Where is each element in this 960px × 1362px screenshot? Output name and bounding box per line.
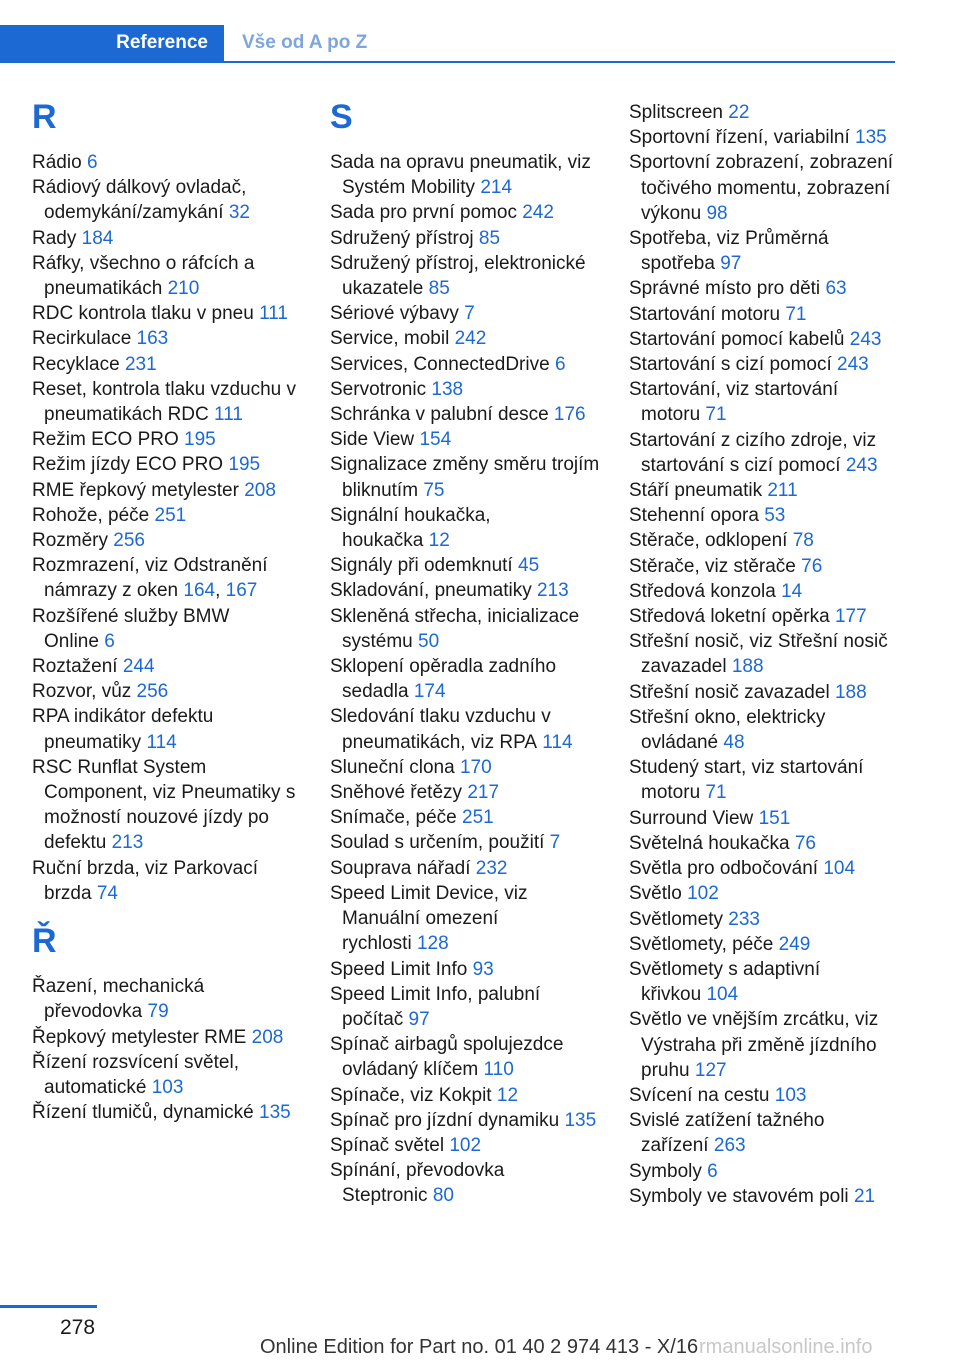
entry-term: RME řepkový metylester bbox=[32, 479, 239, 501]
entry-term: Startování motoru bbox=[629, 303, 781, 325]
index-entry bbox=[32, 150, 302, 175]
page-link[interactable]: 195 bbox=[228, 454, 261, 476]
index-entry bbox=[32, 856, 302, 906]
page-link[interactable]: 50 bbox=[418, 630, 440, 652]
page-link[interactable]: 213 bbox=[537, 580, 569, 602]
index-entry bbox=[629, 1007, 899, 1083]
page-link[interactable]: 249 bbox=[778, 933, 811, 955]
edition-note: Online Edition for Part no. 01 40 2 974 413 - X/16 bbox=[260, 1336, 699, 1358]
tab-all-a-to-z[interactable]: Vše od A po Z bbox=[242, 32, 368, 53]
index-entry bbox=[330, 881, 600, 957]
page-link[interactable]: 79 bbox=[147, 1001, 169, 1023]
page-link[interactable]: 74 bbox=[96, 882, 118, 904]
index-entry bbox=[629, 100, 899, 125]
page-link[interactable]: 97 bbox=[408, 1008, 430, 1030]
entry-term: Sdružený přístroj, elektronické ukazatele bbox=[330, 252, 586, 300]
entry-term: Signalizace změny směru trojím bliknutím bbox=[330, 454, 600, 501]
entry-term: Sada na opravu pneumatik, viz Systém Mobility bbox=[330, 152, 591, 199]
entry-term: Světlomety s adaptivní křivkou bbox=[629, 958, 821, 1006]
page-link[interactable]: 256 bbox=[113, 530, 145, 552]
entry-term: Services, ConnectedDrive bbox=[330, 353, 550, 375]
index-column-3 bbox=[629, 100, 899, 1209]
index-entry bbox=[32, 301, 302, 326]
page-link[interactable]: 114 bbox=[146, 731, 177, 753]
index-entry bbox=[32, 1050, 302, 1100]
header-rule bbox=[0, 61, 895, 63]
page-link[interactable]: 6 bbox=[554, 353, 566, 375]
page-link[interactable]: 71 bbox=[785, 303, 807, 325]
index-entry bbox=[32, 1025, 302, 1050]
entry-term: Startování, viz startování motoru bbox=[629, 379, 839, 426]
index-entry bbox=[32, 679, 302, 704]
page-link[interactable]: 45 bbox=[518, 555, 540, 577]
entry-term: Sériové výbavy bbox=[330, 303, 459, 325]
entry-term: Stěrače, odklopení bbox=[629, 530, 788, 552]
page-link[interactable]: 76 bbox=[801, 555, 823, 577]
entry-term: Startování z cizího zdroje, viz startování s cizí pomocí bbox=[629, 429, 877, 476]
page-link[interactable]: 164 bbox=[183, 580, 216, 602]
entry-term: Rozšířené služby BMW Online bbox=[32, 605, 230, 652]
index-entry bbox=[330, 1133, 600, 1158]
page-link[interactable]: 170 bbox=[459, 756, 492, 778]
page-link[interactable]: 22 bbox=[728, 102, 750, 123]
page-link[interactable]: 110 bbox=[483, 1059, 514, 1081]
entry-term: Spínače, viz Kokpit bbox=[330, 1084, 492, 1106]
page-link[interactable]: 6 bbox=[86, 152, 98, 173]
page-link[interactable]: 167 bbox=[225, 580, 258, 602]
index-entry bbox=[330, 503, 600, 553]
entry-term: Reset, kontrola tlaku vzduchu v pneumatikách RDC bbox=[32, 378, 297, 426]
page-link[interactable]: 163 bbox=[136, 328, 169, 350]
index-entry bbox=[629, 1108, 899, 1158]
entry-term: Stehenní opora bbox=[629, 505, 759, 527]
page-link[interactable]: 127 bbox=[694, 1059, 727, 1081]
entry-term: Sportovní řízení, variabilní bbox=[629, 127, 850, 149]
page-link[interactable]: 242 bbox=[522, 202, 554, 224]
index-entry bbox=[330, 352, 600, 377]
page-link[interactable]: 256 bbox=[136, 681, 169, 703]
page-link[interactable]: 233 bbox=[728, 908, 760, 930]
page-link[interactable]: 243 bbox=[849, 328, 882, 350]
entry-term: Soulad s určením, použití bbox=[330, 832, 545, 854]
entry-term: Signály při odemknutí bbox=[330, 555, 513, 577]
index-entry bbox=[330, 982, 600, 1032]
page-link[interactable]: 177 bbox=[834, 606, 867, 628]
entry-term: Spínač pro jízdní dynamiku bbox=[330, 1109, 560, 1131]
index-entry bbox=[32, 175, 302, 225]
page-link[interactable]: 176 bbox=[553, 404, 586, 426]
index-entry bbox=[629, 503, 899, 528]
entry-term: Rádio bbox=[32, 152, 82, 173]
page-link[interactable]: 244 bbox=[122, 656, 155, 678]
entry-term: Režim ECO PRO bbox=[32, 429, 179, 451]
index-column-2 bbox=[330, 100, 600, 1209]
entry-term: Spínač světel bbox=[330, 1134, 445, 1156]
entry-term: Roztažení bbox=[32, 656, 118, 678]
page-link[interactable]: 128 bbox=[416, 933, 449, 955]
entry-term: Střešní nosič zavazadel bbox=[629, 681, 830, 703]
entry-term: Řazení, mechanická převodovka bbox=[32, 976, 205, 1023]
entry-term: Snímače, péče bbox=[330, 807, 457, 829]
entry-term: RDC kontrola tlaku v pneu bbox=[32, 303, 254, 325]
index-entry bbox=[330, 402, 600, 427]
index-entry: Rozmrazení, viz Odstranění námrazy z oken 164, 167 bbox=[32, 555, 268, 602]
page-link[interactable]: 111 bbox=[259, 303, 288, 325]
entry-term: Středová loketní opěrka bbox=[629, 606, 830, 628]
page-link[interactable]: 7 bbox=[464, 303, 475, 325]
entry-term: Signální houkačka, houkačka bbox=[330, 504, 491, 552]
page-link[interactable]: 231 bbox=[124, 353, 157, 375]
index-entry bbox=[629, 932, 899, 957]
entry-term: Sluneční clona bbox=[330, 756, 455, 778]
index-entry bbox=[330, 427, 600, 452]
index-entry bbox=[32, 604, 302, 654]
page-link[interactable]: 48 bbox=[723, 732, 745, 754]
entry-term: Sportovní zobrazení, zobrazení točivého momentu, zobrazení výkonu bbox=[629, 152, 894, 224]
page-link[interactable]: 243 bbox=[837, 354, 869, 376]
entry-term: Režim jízdy ECO PRO bbox=[32, 454, 224, 476]
entry-term: Rohože, péče bbox=[32, 504, 150, 526]
entry-term: Sada pro první pomoc bbox=[330, 202, 517, 224]
entry-term: Rádiový dálkový ovladač, odemykání/zamykání bbox=[32, 177, 247, 224]
entry-term: Spínač airbagů spolujezdce ovládaný klíčem bbox=[330, 1034, 564, 1081]
index-entry bbox=[629, 579, 899, 604]
index-entry bbox=[32, 704, 302, 754]
index-entry bbox=[629, 831, 899, 856]
entry-term: Speed Limit Info, palubní počítač bbox=[330, 983, 541, 1030]
index-entry bbox=[32, 326, 302, 351]
index-entry bbox=[629, 907, 899, 932]
index-entry bbox=[330, 604, 600, 654]
entry-term: Recirkulace bbox=[32, 328, 132, 350]
entry-term: Řízení tlumičů, dynamické bbox=[32, 1102, 254, 1124]
entry-term: Rozvor, vůz bbox=[32, 681, 132, 703]
page-link[interactable]: 195 bbox=[184, 429, 216, 451]
section-letter: S bbox=[330, 98, 353, 136]
page-link[interactable]: 138 bbox=[431, 378, 464, 400]
page-link[interactable]: 210 bbox=[167, 278, 200, 300]
index-entry bbox=[32, 352, 302, 377]
index-entry bbox=[330, 578, 600, 603]
entry-term: Světlo ve vnějším zrcátku, viz Výstraha při změně jízdního pruhu bbox=[629, 1009, 879, 1081]
entry-term: Rady bbox=[32, 227, 77, 249]
index-entry bbox=[629, 125, 899, 150]
page-link[interactable]: 98 bbox=[706, 202, 728, 224]
index-entry bbox=[32, 755, 302, 856]
entry-term: Sklopení opěradla zadního sedadla bbox=[330, 656, 557, 703]
entry-term: Spínání, převodovka Steptronic bbox=[330, 1160, 505, 1207]
entry-term: Recyklace bbox=[32, 353, 120, 375]
entry-term: Světlo bbox=[629, 883, 682, 905]
index-entry bbox=[330, 704, 600, 754]
page-link[interactable]: 85 bbox=[428, 278, 450, 300]
index-entry bbox=[629, 629, 899, 679]
page-link[interactable]: 263 bbox=[713, 1135, 746, 1157]
entry-term: Světla pro odbočování bbox=[629, 858, 819, 880]
page-link[interactable]: 6 bbox=[104, 630, 115, 652]
entry-term: Sdružený přístroj bbox=[330, 227, 474, 249]
index-entry bbox=[629, 554, 899, 579]
page-link[interactable]: 232 bbox=[475, 857, 508, 879]
index-entry bbox=[32, 503, 302, 528]
index-entry bbox=[629, 377, 899, 427]
index-entry bbox=[629, 478, 899, 503]
entry-term: Souprava nářadí bbox=[330, 857, 471, 879]
page-link[interactable]: 93 bbox=[472, 958, 494, 980]
index-entry bbox=[629, 352, 899, 377]
page-link[interactable]: 135 bbox=[855, 127, 887, 149]
entry-term: Světlomety bbox=[629, 908, 723, 930]
page-link[interactable]: 85 bbox=[478, 227, 501, 249]
entry-term: Rozměry bbox=[32, 530, 109, 552]
index-entry bbox=[330, 957, 600, 982]
index-entry bbox=[629, 680, 899, 705]
entry-term: Stáří pneumatik bbox=[629, 480, 763, 502]
page-link[interactable]: 104 bbox=[706, 984, 739, 1006]
index-entry bbox=[330, 1108, 600, 1133]
entry-term: Stěrače, viz stěrače bbox=[629, 555, 796, 577]
page-link[interactable]: 103 bbox=[774, 1084, 807, 1106]
entry-term: Splitscreen bbox=[629, 102, 723, 123]
index-entry bbox=[629, 1083, 899, 1108]
entry-term: Svícení na cestu bbox=[629, 1084, 770, 1106]
page-link[interactable]: 12 bbox=[428, 530, 450, 552]
index-entry bbox=[32, 251, 302, 301]
entry-term: Ráfky, všechno o ráfcích a pneumatikách bbox=[32, 252, 255, 300]
index-entry bbox=[32, 452, 302, 477]
entry-term: Service, mobil bbox=[330, 328, 450, 350]
index-entry bbox=[32, 427, 302, 452]
entry-term: Střešní okno, elektricky ovládané bbox=[629, 706, 826, 754]
entry-term: Skladování, pneumatiky bbox=[330, 580, 532, 602]
index-entry bbox=[330, 452, 600, 502]
entry-term: Startování pomocí kabelů bbox=[629, 328, 845, 350]
index-entry bbox=[330, 755, 600, 780]
page-link[interactable]: 78 bbox=[792, 530, 814, 552]
index-entry bbox=[32, 377, 302, 427]
entry-term: Řepkový metylester RME bbox=[32, 1026, 247, 1048]
index-entry bbox=[32, 478, 302, 503]
entry-term: RPA indikátor defektu pneumatiky bbox=[32, 706, 214, 753]
page-link[interactable]: 114 bbox=[542, 731, 573, 753]
page-link[interactable]: 213 bbox=[111, 832, 144, 854]
page-link[interactable]: 104 bbox=[823, 858, 856, 880]
index-entry bbox=[330, 805, 600, 830]
page-link[interactable]: 14 bbox=[781, 580, 803, 602]
page-link[interactable]: 174 bbox=[413, 681, 446, 703]
index-entry bbox=[330, 1032, 600, 1082]
page-link[interactable]: 184 bbox=[81, 227, 114, 249]
page-link[interactable]: 103 bbox=[151, 1076, 184, 1098]
index-entry bbox=[32, 654, 302, 679]
index-entry bbox=[32, 1100, 302, 1125]
index-entry bbox=[629, 1159, 899, 1184]
index-entry bbox=[330, 226, 600, 251]
entry-term: Speed Limit Info bbox=[330, 958, 468, 980]
index-entry bbox=[629, 1184, 899, 1209]
entry-term: Rozmrazení, viz Odstranění námrazy z oken bbox=[32, 555, 268, 602]
running-header bbox=[0, 25, 895, 63]
page-link[interactable]: 102 bbox=[687, 883, 719, 905]
index-entry bbox=[629, 327, 899, 352]
page-link[interactable]: 53 bbox=[764, 505, 786, 527]
entry-term: Správné místo pro děti bbox=[629, 278, 821, 300]
entry-term: Servotronic bbox=[330, 378, 427, 400]
index-entry bbox=[629, 528, 899, 553]
entry-term: Světelná houkačka bbox=[629, 832, 790, 854]
footer-rule bbox=[0, 1305, 97, 1308]
entry-term: RSC Runflat System Component, viz Pneumatiky s možností nouzové jízdy po defektu bbox=[32, 756, 296, 854]
index-entry bbox=[330, 856, 600, 881]
index-entry bbox=[629, 856, 899, 881]
index-entry bbox=[330, 1083, 600, 1108]
page-link[interactable]: 7 bbox=[549, 832, 561, 854]
page-link[interactable]: 251 bbox=[154, 504, 187, 526]
index-entry bbox=[330, 377, 600, 402]
page-link[interactable]: 111 bbox=[214, 404, 243, 426]
page-link[interactable]: 188 bbox=[834, 681, 867, 703]
index-column-1 bbox=[32, 100, 302, 1125]
page-link[interactable]: 211 bbox=[767, 480, 798, 502]
page-link[interactable]: 154 bbox=[419, 429, 452, 451]
index-entry bbox=[629, 755, 899, 805]
page-link[interactable]: 76 bbox=[794, 832, 816, 854]
index-entry bbox=[330, 200, 600, 225]
page-link[interactable]: 135 bbox=[259, 1102, 291, 1124]
index-entry bbox=[330, 326, 600, 351]
page-link[interactable]: 217 bbox=[467, 782, 500, 804]
entry-term: Symboly ve stavovém poli bbox=[629, 1185, 849, 1207]
page-link[interactable]: 102 bbox=[449, 1134, 482, 1156]
index-entry bbox=[32, 226, 302, 251]
index-entry bbox=[629, 302, 899, 327]
entry-term: Schránka v palubní desce bbox=[330, 404, 549, 426]
page-link[interactable]: 243 bbox=[845, 454, 878, 476]
index-entry bbox=[629, 428, 899, 478]
page-link[interactable]: 12 bbox=[496, 1084, 519, 1106]
entry-term: Startování s cizí pomocí bbox=[629, 354, 832, 376]
page-link[interactable]: 71 bbox=[705, 404, 727, 426]
index-entry bbox=[330, 553, 600, 578]
watermark: rmanualsonline.info bbox=[699, 1336, 873, 1358]
index-entry bbox=[629, 806, 899, 831]
page-link[interactable]: 188 bbox=[731, 656, 764, 678]
index-entry bbox=[629, 705, 899, 755]
entry-term: Symboly bbox=[629, 1160, 702, 1182]
tab-reference[interactable]: Reference bbox=[0, 25, 224, 63]
entry-term: Skleněná střecha, inicializace systému bbox=[330, 605, 580, 652]
entry-term: Studený start, viz startování motoru bbox=[629, 757, 864, 804]
index-entry bbox=[330, 251, 600, 301]
index-entry bbox=[330, 654, 600, 704]
entry-term: Ruční brzda, viz Parkovací brzda bbox=[32, 857, 258, 904]
page-link[interactable]: 242 bbox=[454, 328, 487, 350]
entry-term: Sledování tlaku vzduchu v pneumatikách, viz RPA bbox=[330, 706, 551, 753]
index-entry bbox=[629, 150, 899, 226]
page-link[interactable]: 6 bbox=[707, 1160, 718, 1182]
index-entry bbox=[330, 150, 600, 200]
page-link[interactable]: 251 bbox=[462, 807, 494, 829]
page-link[interactable]: 71 bbox=[705, 782, 727, 804]
page-number: 278 bbox=[60, 1316, 96, 1339]
index-entry bbox=[330, 780, 600, 805]
index-entry bbox=[330, 830, 600, 855]
page-link[interactable]: 63 bbox=[825, 278, 847, 300]
page-link[interactable]: 21 bbox=[853, 1185, 876, 1207]
entry-term: Střešní nosič, viz Střešní nosič zavazadel bbox=[629, 631, 888, 678]
page-link[interactable]: 32 bbox=[228, 202, 250, 224]
entry-term: Spotřeba, viz Průměrná spotřeba bbox=[629, 228, 829, 275]
page-link[interactable]: 75 bbox=[423, 479, 445, 501]
entry-term: Řízení rozsvícení světel, automatické bbox=[32, 1051, 239, 1098]
page-link[interactable]: 208 bbox=[244, 479, 276, 501]
entry-term: Sněhové řetězy bbox=[330, 782, 463, 804]
index-entry bbox=[629, 226, 899, 276]
page-link[interactable]: 208 bbox=[251, 1026, 284, 1048]
index-entry bbox=[629, 957, 899, 1007]
index-entry bbox=[330, 1158, 600, 1208]
page-link[interactable]: 97 bbox=[720, 253, 742, 275]
entry-term: Surround View bbox=[629, 807, 754, 829]
section-letter: Ř bbox=[32, 922, 57, 961]
entry-term: Svislé zatížení tažného zařízení bbox=[629, 1110, 825, 1157]
page-link[interactable]: 135 bbox=[564, 1109, 597, 1131]
page-link[interactable]: 80 bbox=[432, 1185, 454, 1207]
entry-term: Speed Limit Device, viz Manuální omezení rychlosti bbox=[330, 882, 528, 955]
index-entry bbox=[629, 276, 899, 301]
index-entry bbox=[330, 301, 600, 326]
index-entry bbox=[32, 528, 302, 553]
section-letter: R bbox=[32, 98, 57, 136]
index-entry bbox=[629, 604, 899, 629]
page-link[interactable]: 214 bbox=[480, 177, 513, 199]
index-entry bbox=[629, 881, 899, 906]
entry-term: Středová konzola bbox=[629, 580, 776, 602]
page-link[interactable]: 151 bbox=[758, 807, 791, 829]
entry-term: Světlomety, péče bbox=[629, 933, 774, 955]
index-entry bbox=[32, 974, 302, 1024]
entry-term: Side View bbox=[330, 429, 415, 451]
